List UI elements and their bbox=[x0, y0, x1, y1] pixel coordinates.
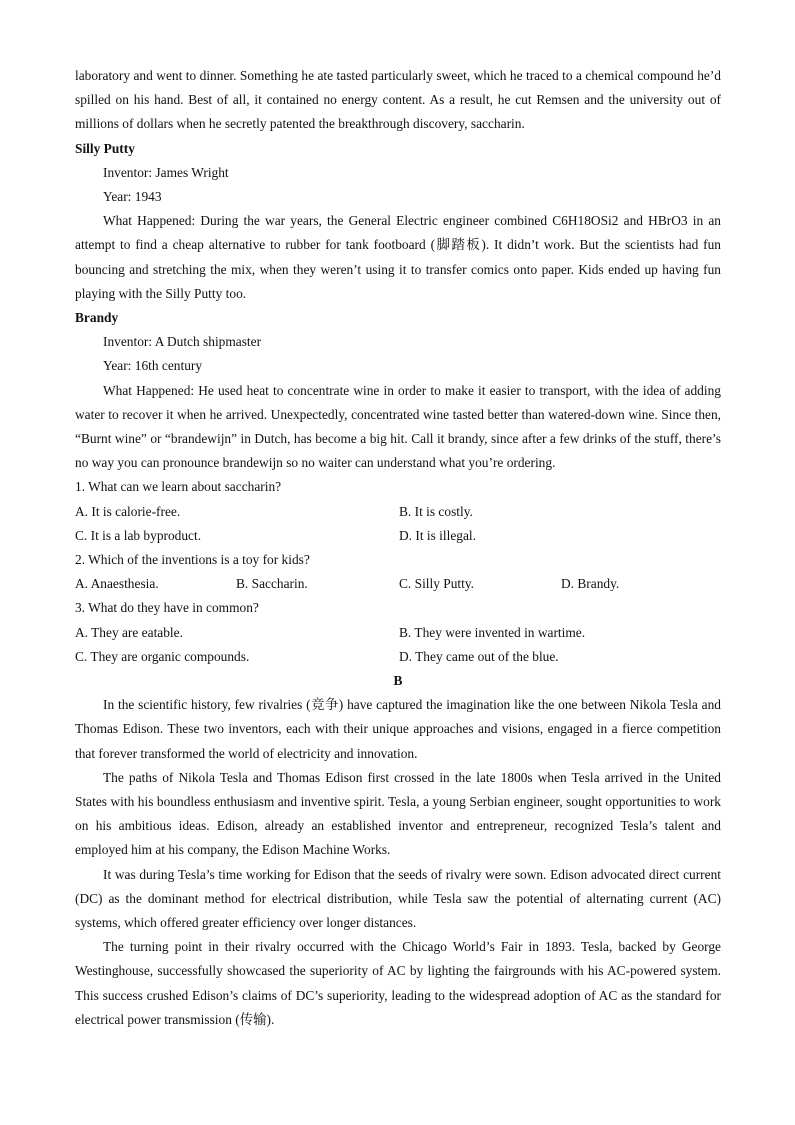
invention-inventor-silly-putty: Inventor: James Wright bbox=[103, 164, 229, 180]
question-3-option-b: B. They were invented in wartime. bbox=[399, 624, 586, 640]
question-1-option-d: D. It is illegal. bbox=[399, 527, 476, 543]
document-page bbox=[75, 64, 721, 1032]
section-b-heading: B bbox=[393, 673, 403, 688]
section-b-paragraph-4: The turning point in their rivalry occurred with the Chicago World’s Fair in 1893. Tesla, backed by George Westinghouse, successfully showcased the superiority of AC by lighting the fairgrounds with his AC-powered system. This success crushed Edison’s claims of DC’s superiority, leading to the widespread adoption of AC as the standard for electrical power transmission (传输). bbox=[75, 939, 721, 1027]
question-2-options-row bbox=[75, 572, 721, 596]
question-2-option-c: C. Silly Putty. bbox=[399, 576, 475, 592]
invention-year-brandy: Year: 16th century bbox=[103, 358, 203, 374]
question-1-option-c: C. It is a lab byproduct. bbox=[75, 527, 202, 543]
question-2-option-a: A. Anaesthesia. bbox=[75, 576, 159, 592]
question-1-options-row-1 bbox=[75, 500, 721, 524]
invention-heading-silly-putty: Silly Putty bbox=[75, 140, 135, 156]
question-3-option-c: C. They are organic compounds. bbox=[75, 648, 250, 664]
question-2-option-b: B. Saccharin. bbox=[236, 576, 308, 592]
question-2-option-d: D. Brandy. bbox=[561, 576, 620, 592]
question-1-option-b: B. It is costly. bbox=[399, 503, 473, 519]
question-1-options-row-2 bbox=[75, 524, 721, 548]
question-1-stem: 1. What can we learn about saccharin? bbox=[75, 479, 282, 495]
invention-story-brandy: What Happened: He used heat to concentrate wine in order to make it easier to transport, with the idea of adding water to recover it when he arrived. Unexpectedly, concentrated wine tasted better than watered-down wine. Since then, “Burnt wine” or “brandewijn” in Dutch, has become a big hit. Call it brandy, since after a few drinks of the stuff, there’s no way you can pronounce brandewijn so no waiter can understand what you’re ordering. bbox=[75, 382, 721, 471]
question-3-options-row-1 bbox=[75, 621, 721, 645]
section-b-paragraph-1: In the scientific history, few rivalries (竞争) have captured the imagination like the one between Nikola Tesla and Thomas Edison. These two inventors, each with their unique approaches and visions, engaged in a fierce competition that forever transformed the world of electricity and innovation. bbox=[75, 697, 721, 761]
invention-heading-brandy: Brandy bbox=[75, 310, 119, 326]
question-3-options-row-2 bbox=[75, 645, 721, 669]
question-3-stem: 3. What do they have in common? bbox=[75, 600, 259, 616]
question-2-stem: 2. Which of the inventions is a toy for kids? bbox=[75, 552, 310, 568]
invention-inventor-brandy: Inventor: A Dutch shipmaster bbox=[103, 334, 262, 350]
saccharin-paragraph-end: laboratory and went to dinner. Something he ate tasted particularly sweet, which he traced to a chemical compound he’d spilled on his hand. Best of all, it contained no energy content. As a result, he cut Remsen and the university out of millions of dollars when he secretly patented the breakthrough discovery, saccharin. bbox=[75, 68, 721, 132]
section-b-paragraph-2: The paths of Nikola Tesla and Thomas Edison first crossed in the late 1800s when Tesla arrived in the United States with his boundless enthusiasm and inventive spirit. Tesla, a young Serbian engineer, sought opportunities to work on his ambitious ideas. Edison, already an established inventor and entrepreneur, recognized Tesla’s talent and employed him at his company, the Edison Machine Works. bbox=[75, 769, 721, 858]
question-3-option-a: A. They are eatable. bbox=[75, 624, 183, 640]
invention-year-silly-putty: Year: 1943 bbox=[103, 189, 162, 205]
question-1-option-a: A. It is calorie-free. bbox=[75, 503, 181, 519]
invention-story-silly-putty: What Happened: During the war years, the General Electric engineer combined C6H18OSi2 and HBrO3 in an attempt to find a cheap alternative to rubber for tank footboard (脚踏板). It didn’t work. But the scientists had fun bouncing and stretching the mix, when they weren’t using it to transfer comics onto paper. Kids ended up having fun playing with the Silly Putty too. bbox=[75, 213, 721, 301]
question-3-option-d: D. They came out of the blue. bbox=[399, 648, 559, 664]
section-b-paragraph-3: It was during Tesla’s time working for Edison that the seeds of rivalry were sown. Edison advocated direct current (DC) as the dominant method for electrical distribution, while Tesla saw the potential of alternating current (AC) systems, which offered greater efficiency over longer distances. bbox=[75, 866, 721, 931]
